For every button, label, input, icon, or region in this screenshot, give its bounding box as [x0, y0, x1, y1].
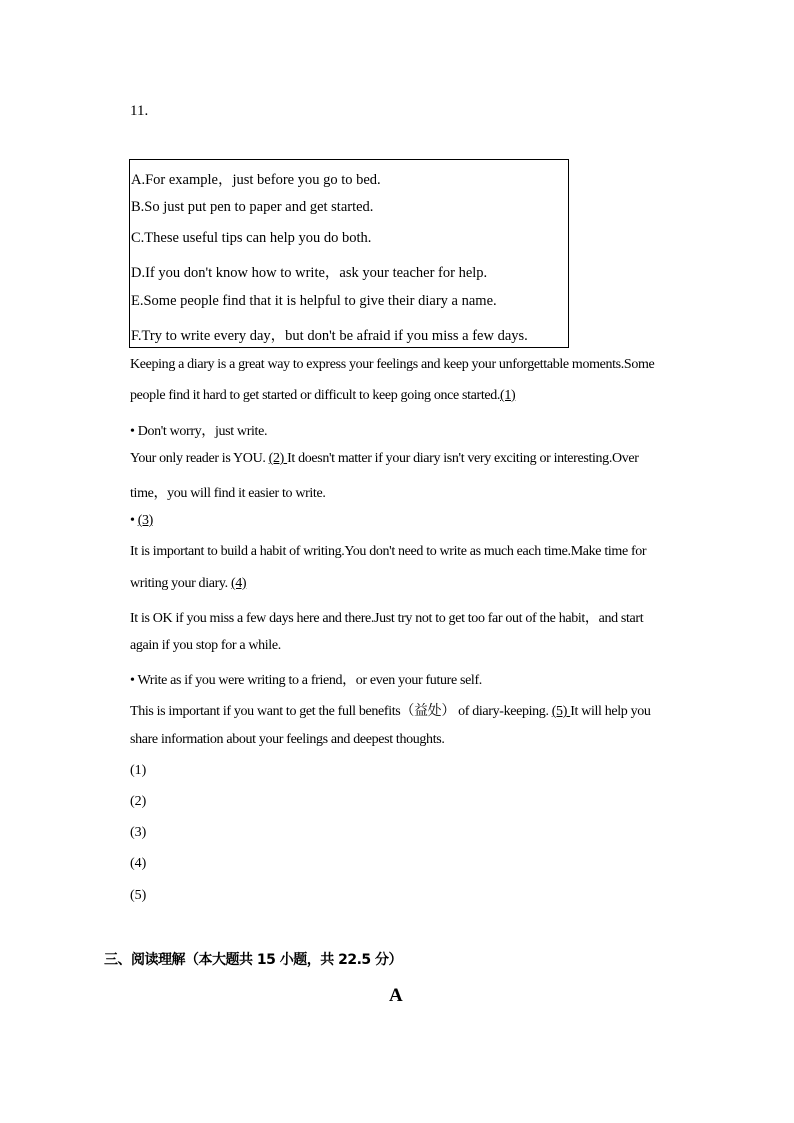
- passage-line: It is important to build a habit of writing.You don't need to write as much each time.Make time for: [130, 544, 647, 559]
- passage-text: It doesn't matter if your diary isn't very exciting or interesting.Over: [287, 451, 639, 466]
- passage-line: It is OK if you miss a few days here and there.Just try not to get too far out of the habit，and start: [130, 611, 644, 626]
- passage-line: share information about your feelings and deepest thoughts.: [130, 732, 445, 747]
- option-a: A.For example，just before you go to bed.: [131, 172, 381, 188]
- passage-line: [130, 576, 246, 592]
- bullet: •: [130, 513, 138, 528]
- option-e: E.Some people find that it is helpful to give their diary a name.: [131, 293, 497, 309]
- blank-1: (1): [500, 388, 516, 403]
- passage-text: writing your diary.: [130, 576, 231, 591]
- passage-text: It will help you: [570, 704, 651, 719]
- option-d: D.If you don't know how to write，ask your teacher for help.: [131, 265, 488, 281]
- passage-line: [130, 700, 651, 720]
- option-c: C.These useful tips can help you do both.: [131, 230, 372, 246]
- blank-3: (3): [137, 513, 153, 528]
- part-label: A: [389, 985, 403, 1006]
- options-box: [129, 159, 569, 348]
- blank-5: (5): [551, 704, 571, 719]
- section-heading: 三、阅读理解（本大题共 15 小题，共 22.5 分）: [104, 952, 403, 968]
- passage-text: people find it hard to get started or difficult to keep going once started.: [130, 388, 501, 403]
- option-b: B.So just put pen to paper and get started.: [131, 199, 374, 215]
- tip-heading-1: • Don't worry，just write.: [130, 424, 268, 439]
- passage-line: again if you stop for a while.: [130, 638, 281, 653]
- answer-line-3: (3): [130, 825, 147, 840]
- answer-line-4: (4): [130, 856, 147, 871]
- option-f: F.Try to write every day，but don't be afraid if you miss a few days.: [131, 328, 528, 344]
- passage-text: Your only reader is YOU.: [130, 451, 269, 466]
- question-number: 11.: [130, 103, 149, 119]
- tip-heading-2: [130, 513, 153, 529]
- passage-line: [130, 388, 515, 404]
- answer-line-5: (5): [130, 888, 147, 903]
- passage-line: [130, 451, 639, 467]
- passage-line: time，you will find it easier to write.: [130, 486, 326, 501]
- passage-line: Keeping a diary is a great way to express your feelings and keep your unforgettable moments.Some: [130, 357, 655, 372]
- answer-line-1: (1): [130, 763, 147, 778]
- passage-text: This is important if you want to get the full benefits（益处） of diary-keeping.: [130, 704, 552, 719]
- blank-2: (2): [268, 451, 288, 466]
- blank-4: (4): [230, 576, 247, 591]
- answer-line-2: (2): [130, 794, 147, 809]
- tip-heading-3: • Write as if you were writing to a friend，or even your future self.: [130, 673, 482, 688]
